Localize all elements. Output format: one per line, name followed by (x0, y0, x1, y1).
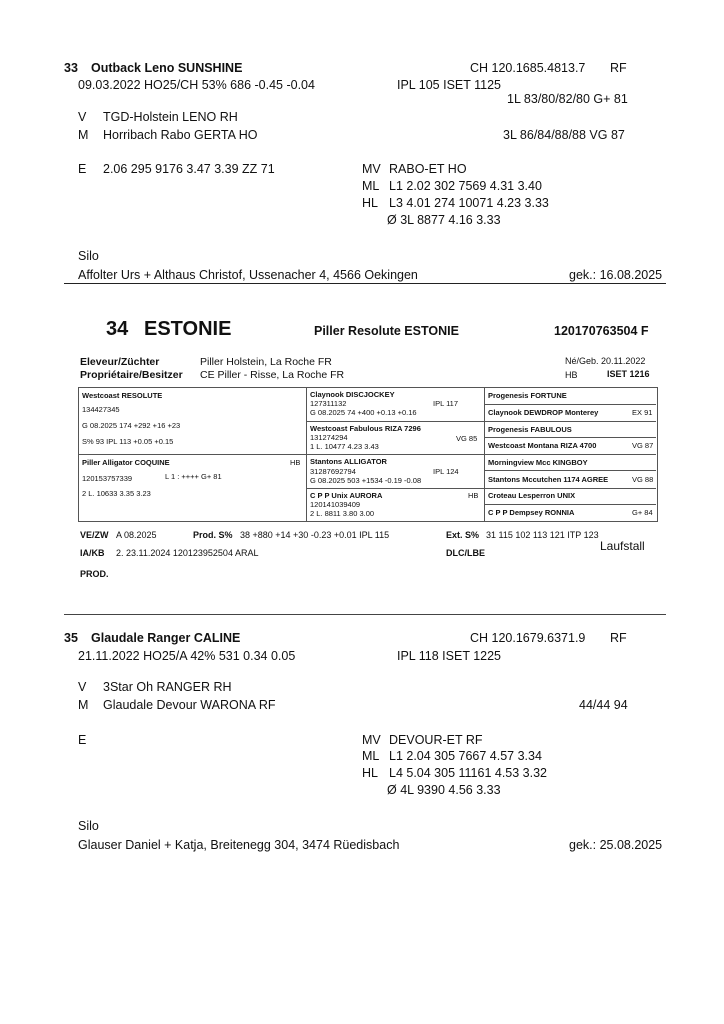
mv-label: MV (362, 733, 381, 747)
pedigree-sd-l: 1 L. 10477 4.23 3.43 (310, 442, 379, 451)
breed-code: RF (610, 631, 627, 645)
dam-name: Glaudale Devour WARONA RF (103, 698, 276, 712)
vezw-value: A 08.2025 (116, 530, 157, 540)
gek-date: gek.: 25.08.2025 (569, 838, 663, 852)
hl-value: L3 4.01 274 10071 4.23 3.33 (389, 196, 549, 210)
pedigree-sd-name: Westcoast Fabulous RIZA 7296 (310, 424, 421, 433)
breeder-value: Piller Holstein, La Roche FR (200, 356, 332, 368)
ipl-iset: IPL 105 ISET 1125 (397, 78, 502, 92)
progeny-name: Westcoast Montana RIZA 4700 (488, 441, 597, 450)
animal-id: CH 120.1685.4813.7 (470, 61, 586, 75)
pedigree-ds-name: Stantons ALLIGATOR (310, 457, 387, 466)
mv-value: DEVOUR-ET RF (389, 733, 483, 747)
sire-name: 3Star Oh RANGER RH (103, 680, 232, 694)
hl-label: HL (362, 196, 378, 210)
hb-label: HB (565, 370, 578, 380)
dam-name: Horribach Rabo GERTA HO (103, 128, 258, 142)
pedigree-dd-l: 2 L. 8811 3.80 3.00 (310, 509, 375, 518)
vezw-label: VE/ZW (80, 530, 109, 540)
birth-date: Né/Geb. 20.11.2022 (565, 356, 646, 366)
birth-info: 21.11.2022 HO25/A 42% 531 0.34 0.05 (78, 649, 296, 663)
progeny-name: Morningview Mcc KINGBOY (488, 458, 588, 467)
progeny-name: Claynook DEWDROP Monterey (488, 408, 599, 417)
ext-values: 31 115 102 113 121 ITP 123 (486, 530, 599, 540)
prod-values: 38 +880 +14 +30 -0.23 +0.01 IPL 115 (240, 530, 390, 540)
progeny-name: C P P Dempsey RONNIA (488, 508, 575, 517)
hl-label: HL (362, 766, 378, 780)
silo-label: Silo (78, 819, 99, 833)
iakb-value: 2. 23.11.2024 120123952504 ARAL (116, 548, 259, 558)
hl-value: L4 5.04 305 11161 4.53 3.32 (389, 766, 548, 780)
dlc-label: DLC/LBE (446, 548, 485, 558)
progeny-name: Stantons Mccutchen 1174 AGREE (488, 475, 609, 484)
pedigree-ss-ipl: IPL 117 (433, 399, 459, 408)
owner-label: Propriétaire/Besitzer (80, 369, 183, 381)
ml-label: ML (362, 749, 380, 763)
dam-score: 3L 86/84/88/88 VG 87 (503, 128, 625, 142)
mv-value: RABO-ET HO (389, 162, 467, 176)
pedigree-sire-s: S% 93 IPL 113 +0.05 +0.15 (82, 437, 174, 446)
progeny-score: VG 87 (632, 441, 654, 450)
breed-code: RF (610, 61, 627, 75)
pedigree-dd-id: 120141039409 (310, 500, 361, 509)
animal-name: Outback Leno SUNSHINE (91, 61, 243, 75)
owner-value: CE Piller - Risse, La Roche FR (200, 369, 345, 381)
mv-label: MV (362, 162, 381, 176)
animal-name: Glaudale Ranger CALINE (91, 631, 241, 645)
dam-label: M (78, 128, 89, 142)
prod-section-label: PROD. (80, 569, 109, 579)
owner-address: Affolter Urs + Althaus Christof, Ussenacher 4, 4566 Oekingen (78, 268, 418, 282)
e-values: 2.06 295 9176 3.47 3.39 ZZ 71 (103, 162, 275, 176)
sire-name: TGD-Holstein LENO RH (103, 110, 238, 124)
pedigree-sire-g: G 08.2025 174 +292 +16 +23 (82, 421, 181, 430)
prod-label: Prod. S% (193, 530, 233, 540)
entry-number: 34 (106, 318, 129, 340)
pedigree-ds-g: G 08.2025 503 +1534 -0.19 -0.08 (310, 476, 422, 485)
progeny-score: EX 91 (632, 408, 653, 417)
entry-number: 33 (64, 61, 78, 75)
pedigree-dam-lact: L 1 : ++++ G+ 81 (165, 472, 222, 481)
gek-date: gek.: 16.08.2025 (569, 268, 663, 282)
breeder-label: Eleveur/Züchter (80, 356, 160, 368)
pedigree-ss-g: G 08.2025 74 +400 +0.13 +0.16 (310, 408, 417, 417)
pedigree-dam-id: 120153757339 (82, 474, 133, 483)
pedigree-ss-name: Claynook DISCJOCKEY (310, 390, 395, 399)
housing-label: Laufstall (600, 539, 645, 553)
silo-label: Silo (78, 249, 99, 263)
ml-label: ML (362, 179, 380, 193)
e-label: E (78, 733, 87, 747)
iset-value: ISET 1216 (607, 369, 650, 379)
lactation-score: 1L 83/80/82/80 G+ 81 (507, 92, 628, 106)
ext-label: Ext. S% (446, 530, 480, 540)
progeny-name: Croteau Lesperron UNIX (488, 491, 576, 500)
registration-number: 120170763504 F (554, 324, 649, 338)
progeny-score: G+ 84 (632, 508, 653, 517)
pedigree-ss-id: 127311132 (310, 399, 347, 408)
average-lactation: Ø 4L 9390 4.56 3.33 (387, 783, 501, 797)
progeny-name: Progenesis FABULOUS (488, 425, 572, 434)
pedigree-ds-ipl: IPL 124 (433, 467, 459, 476)
birth-info: 09.03.2022 HO25/CH 53% 686 -0.45 -0.04 (78, 78, 315, 92)
ml-value: L1 2.04 305 7667 4.57 3.34 (389, 749, 542, 763)
pedigree-sd-id: 131274294 (310, 433, 348, 442)
dam-label: M (78, 698, 89, 712)
animal-id: CH 120.1679.6371.9 (470, 631, 586, 645)
animal-full-name: Piller Resolute ESTONIE (314, 324, 459, 338)
sire-label: V (78, 680, 87, 694)
pedigree-dd-name: C P P Unix AURORA (310, 491, 383, 500)
ml-value: L1 2.02 302 7569 4.31 3.40 (389, 179, 542, 193)
pedigree-dd-hb: HB (468, 491, 479, 500)
dam-score: 44/44 94 (579, 698, 628, 712)
ipl-iset: IPL 118 ISET 1225 (397, 649, 502, 663)
pedigree-ds-id: 31287692794 (310, 467, 356, 476)
pedigree-dam-hb: HB (290, 458, 301, 467)
divider (64, 283, 666, 284)
pedigree-dam-l2: 2 L. 10633 3.35 3.23 (82, 489, 151, 498)
iakb-label: IA/KB (80, 548, 105, 558)
progeny-score: VG 88 (632, 475, 654, 484)
pedigree-dam-name: Piller Alligator COQUINE (82, 458, 170, 467)
progeny-name: Progenesis FORTUNE (488, 391, 567, 400)
divider (64, 614, 666, 615)
pedigree-sd-vg: VG 85 (456, 434, 478, 443)
average-lactation: Ø 3L 8877 4.16 3.33 (387, 213, 501, 227)
pedigree-sire-name: Westcoast RESOLUTE (82, 391, 163, 400)
owner-address: Glauser Daniel + Katja, Breitenegg 304, 3474 Rüedisbach (78, 838, 400, 852)
pedigree-sire-id: 134427345 (82, 405, 120, 414)
page-title: ESTONIE (144, 318, 232, 340)
sire-label: V (78, 110, 87, 124)
entry-number: 35 (64, 631, 78, 645)
e-label: E (78, 162, 87, 176)
